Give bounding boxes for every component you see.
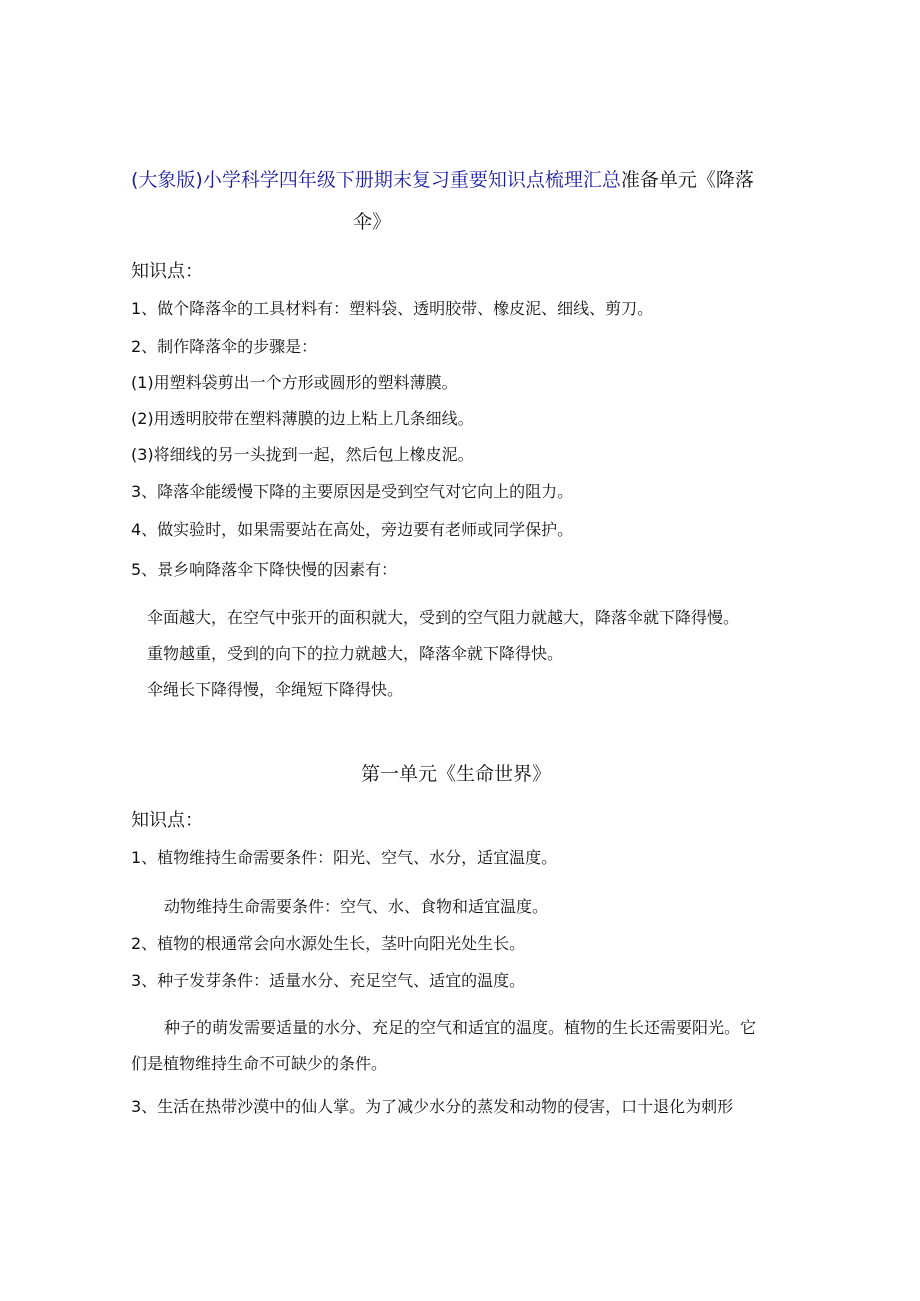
document-title [131,166,754,194]
list-item: 1、做个降落伞的工具材料有：塑料袋、透明胶带、橡皮泥、细线、剪刀。 [131,299,654,318]
list-item: 们是植物维持生命不可缺少的条件。 [131,1054,388,1073]
list-item: 2、植物的根通常会向水源处生长，茎叶向阳光处生长。 [131,934,526,953]
list-item: 动物维持生命需要条件：空气、水、食物和适宜温度。 [164,897,549,916]
list-item: (3)将细线的另一头拢到一起，然后包上橡皮泥。 [131,445,474,464]
title-blue-part: (大象版)小学科学四年级下册期末复习重要知识点梳理汇总 [131,169,621,191]
section-heading-knowledge-points: 知识点： [131,810,203,831]
list-item: 3、生活在热带沙漠中的仙人掌。为了减少水分的蒸发和动物的侵害，口十退化为刺形 [131,1097,734,1116]
section-title-unit-one: 第一单元《生命世界》 [361,763,552,785]
list-item: 3、种子发芽条件：适量水分、充足空气、适宜的温度。 [131,971,526,990]
list-item: (2)用透明胶带在塑料薄膜的边上粘上几条细线。 [131,409,474,428]
list-item: 伞绳长下降得慢，伞绳短下降得快。 [147,680,404,699]
list-item: 种子的萌发需要适量的水分、充足的空气和适宜的温度。植物的生长还需要阳光。它 [164,1018,757,1037]
list-item: 5、景乡响降落伞下降快慢的因素有： [131,560,398,579]
list-item: 2、制作降落伞的步骤是： [131,337,318,356]
list-item: 重物越重，受到的向下的拉力就越大，降落伞就下降得快。 [147,644,564,663]
list-item: 1、植物维持生命需要条件：阳光、空气、水分，适宜温度。 [131,848,558,867]
title-rest-part: 准备单元《降落 [620,169,754,191]
list-item: 伞面越大，在空气中张开的面积就大，受到的空气阻力就越大，降落伞就下降得慢。 [147,608,740,627]
list-item: (1)用塑料袋剪出一个方形或圆形的塑料薄膜。 [131,373,458,392]
list-item: 3、降落伞能缓慢下降的主要原因是受到空气对它向上的阻力。 [131,482,574,501]
list-item: 4、做实验时，如果需要站在高处，旁边要有老师或同学保护。 [131,520,574,539]
document-title-continued: 伞》 [353,211,392,233]
section-heading-knowledge-points: 知识点： [131,261,203,282]
